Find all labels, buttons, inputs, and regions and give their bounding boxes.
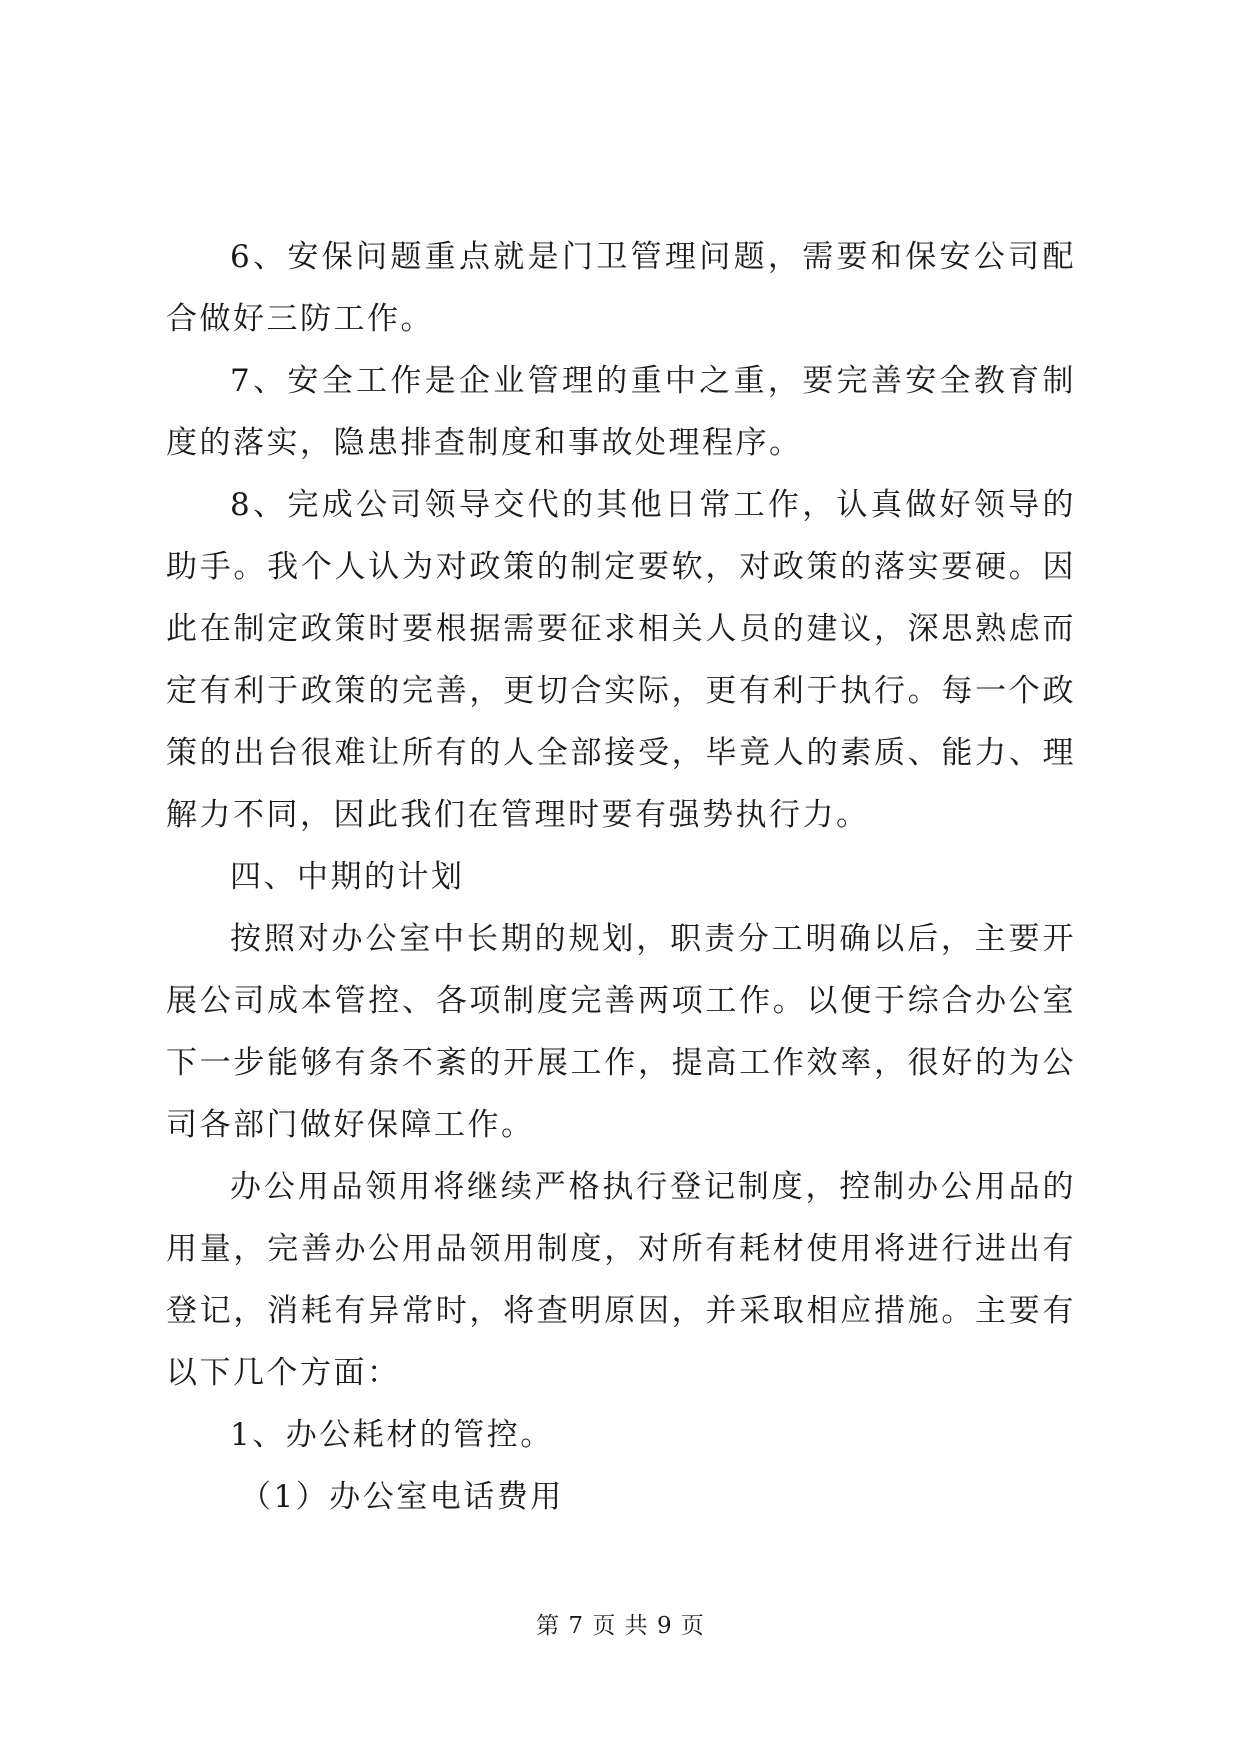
list-subitem-1: （1）办公室电话费用 [240,1479,564,1515]
section-heading: 四、中期的计划 [230,859,465,895]
paragraph-item-6: 6、安保问题重点就是门卫管理问题，需要和保安公司配合做好三防工作。 [166,239,1076,337]
paragraph-item-8: 8、完成公司领导交代的其他日常工作，认真做好领导的助手。我个人认为对政策的制定要软，对政策的落实要硬。因此在制定政策时要根据需要征求相关人员的建议，深思熟虑而定有利于政策的完善，更切合实际，更有利于执行。每一个政策的出台很难让所有的人全部接受，毕竟人的素质、能力、理解力不同，因此我们在管理时要有强势执行力。 [166,487,1076,833]
paragraph-office-supplies: 办公用品领用将继续严格执行登记制度，控制办公用品的用量，完善办公用品领用制度，对所有耗材使用将进行进出有登记，消耗有异常时，将查明原因，并采取相应措施。主要有以下几个方面： [166,1169,1076,1391]
paragraph-plan: 按照对办公室中长期的规划，职责分工明确以后，主要开展公司成本管控、各项制度完善两项工作。以便于综合办公室下一步能够有条不紊的开展工作，提高工作效率，很好的为公司各部门做好保障工作。 [166,921,1076,1143]
page-footer: 第 7 页 共 9 页 [536,1613,705,1639]
list-item-1: 1、办公耗材的管控。 [230,1417,554,1453]
document-body [166,226,1076,1528]
paragraph-item-7: 7、安全工作是企业管理的重中之重，要完善安全教育制度的落实，隐患排查制度和事故处理程序。 [166,363,1076,461]
